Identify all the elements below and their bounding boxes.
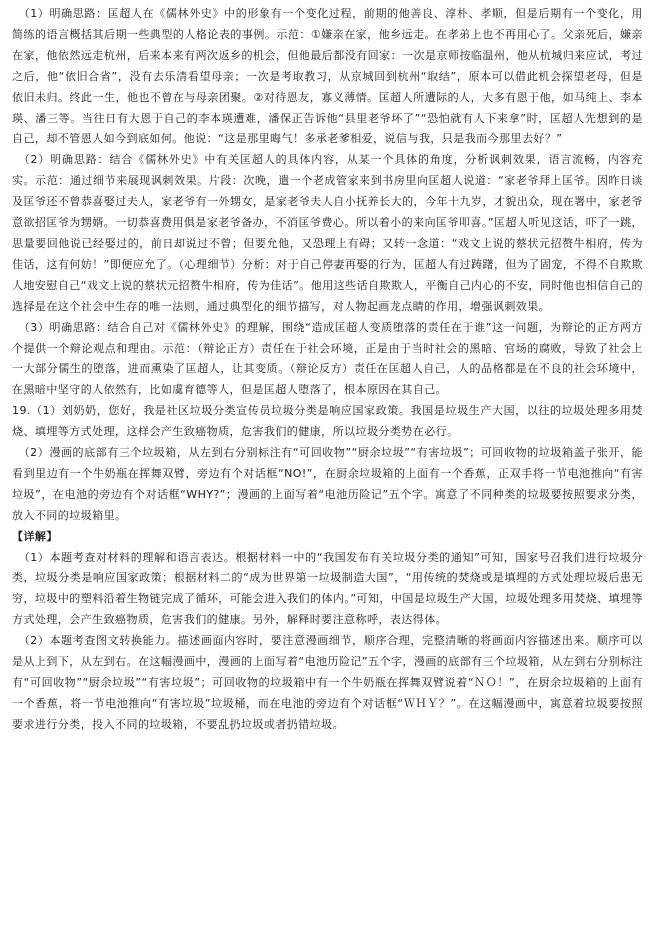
answer-paragraph-2: （2）明确思路：结合《儒林外史》中有关匡超人的具体内容，从某一个具体的角度，分析讽刺效果，语言流畅，内容充实。示范：通过细节来展现讽刺效果。片段：次晚，遣一个老成管家来到书房里向匡超人说道：“家老爷拜上匡爷。因昨日谈及匡爷还不曾恭喜娶过夫人，家老爷有一外甥女，是家老爷夫人自小抚养长大的，今年十九岁，才貌出众，现在署中，家老爷意欲招匡爷为甥婿。一切恭喜费用俱是家老爷备办，不消匡爷费心。所以着小的来向匡爷叩喜。”匡超人听见这话，吓了一跳，思量要回他说已经娶过的，前日却说过不曾；但要允他，又恐理上有碍；又转一念道：“戏文上说的蔡状元招赘牛相府，传为佳话，这有何妨！”即便应允了。（心理细节）分析：对于自己停妻再娶的行为，匡超人有过踌躇，但为了固宠，不得不自欺欺人地安慰自己“戏文上说的蔡状元招赘牛相府，传为佳话”。他用这些话自欺欺人，平衡自己内心的不安，同时他也相信自己的选择是在这个社会中生存的唯一法则，通过典型化的细节描写，对人物起画龙点睛的作用，增强讽刺效果。 xyxy=(12,153,643,313)
detail-paragraph-2: （2）本题考查图文转换能力。描述画面内容时，要注意漫画细节，顺序合理，完整清晰的将画面内容描述出来。顺序可以是从上到下，从左到右。在这幅漫画中，漫画的上面写着“电池历险记”五个字，漫画的底部有三个垃圾箱，从左到右分别标注有“可回收物”“厨余垃圾”“有害垃圾”；可回收物的垃圾箱中有一个牛奶瓶在挥舞双臂说着“ＮＯ！”，在厨余垃圾箱的上面有一个香蕉，将一节电池推向“有害垃圾”垃圾桶，而在电池的旁边有个对话框“ＷＨＹ？”。在这幅漫画中，寓意着垃圾要按照要求进行分类，投入不同的垃圾箱，不要乱扔垃圾或者扔错垃圾。 xyxy=(12,634,643,731)
detail-paragraph-1: （1）本题考查对材料的理解和语言表达。根据材料一中的“我国发布有关垃圾分类的通知”可知，国家号召我们进行垃圾分类，垃圾分类是响应国家政策；根据材料二的“成为世界第一垃圾制造大国”，“用传统的焚烧或是填埋的方式处理垃圾后患无穷，垃圾中的塑料沿着生物链完成了循环，可能会进入我们的体内。”可知，中国是垃圾生产大国，垃圾处理多用焚烧、填埋等方式处理，会产生致癌物质，危害我们的健康。另外，解释时要注意称呼，表达得体。 xyxy=(12,550,643,627)
detail-heading: 【详解】 xyxy=(12,529,58,543)
answer-paragraph-1: （1）明确思路：匡超人在《儒林外史》中的形象有一个变化过程，前期的他善良、淳朴、孝顺，但是后期有一个变化，用简练的语言概括其后期一些典型的人格论表的事例。示范：①嫌亲在家，他乡远走。在孝弟上也不再用心了。父亲死后，嫌亲在家，他依然远走杭州，后来本来有两次返乡的机会，但他最后都没有回家：一次是京师按临温州，他从杭城归来应试，考过之后，他“依旧合省”，没有去乐清看望母亲；一次是考取教习，从京城回到杭州“取结”，原本可以借此机会探望老母，但是依旧未归。终此一生，他也不曾在与母亲团聚。②对待恩友，寡义薄情。匡超人所遭际的人，大多有恩于他，如马纯上、李本瑛、潘三等。当往日有大恩于自己的李本瑛遭难，潘保正告诉他“县里老爷坏了”“恐怕就有人下来拿”时，匡超人先想到的是自己，却不管恩人如今到底如何。他说：“这是那里晦气！多承老爹相爱，说信与我，只是我而今那里去好？” xyxy=(12,7,643,146)
question-19-paragraph-2: （2）漫画的底部有三个垃圾箱，从左到右分别标注有“可回收物”“厨余垃圾”“有害垃圾”；可回收物的垃圾箱盖子张开，能看到里边有一个牛奶瓶在挥舞双臂，旁边有个对话框“NO!”，在厨余垃圾箱的上面有一个香蕉，正双手将一节电池推向“有害垃圾”，在电池的旁边有个对话框“WHY?”；漫画的上面写着“电池历险记”五个字。寓意了不同种类的垃圾要按照要求分类，放入不同的垃圾箱里。 xyxy=(12,446,643,522)
question-19-paragraph-1: 19.（1）刘奶奶，您好，我是社区垃圾分类宣传员垃圾分类是响应国家政策。我国是垃圾生产大国，以往的垃圾处理多用焚烧、填埋等方式处理，这样会产生致癌物质，危害我们的健康，所以垃圾分类势在必行。 xyxy=(12,404,643,439)
answer-paragraph-3: （3）明确思路：结合自己对《儒林外史》的理解，围绕“造成匡超人变质堕落的责任在于谁”这一问题，为辩论的正方两方个提供一个辩论观点和理由。示范：（辩论正方）责任在于社会环境，正是由于当时社会的黑暗、官场的腐败，导致了社会上一大部分儒生的堕落，进而熏染了匡超人，让其变质。（辩论反方）责任在匡超人自己，人的品格都是在不良的社会环境中，在黑暗中坚守的人依然有，比如虞育德等人，但是匡超人堕落了，根本原因在其自己。 xyxy=(12,320,643,397)
